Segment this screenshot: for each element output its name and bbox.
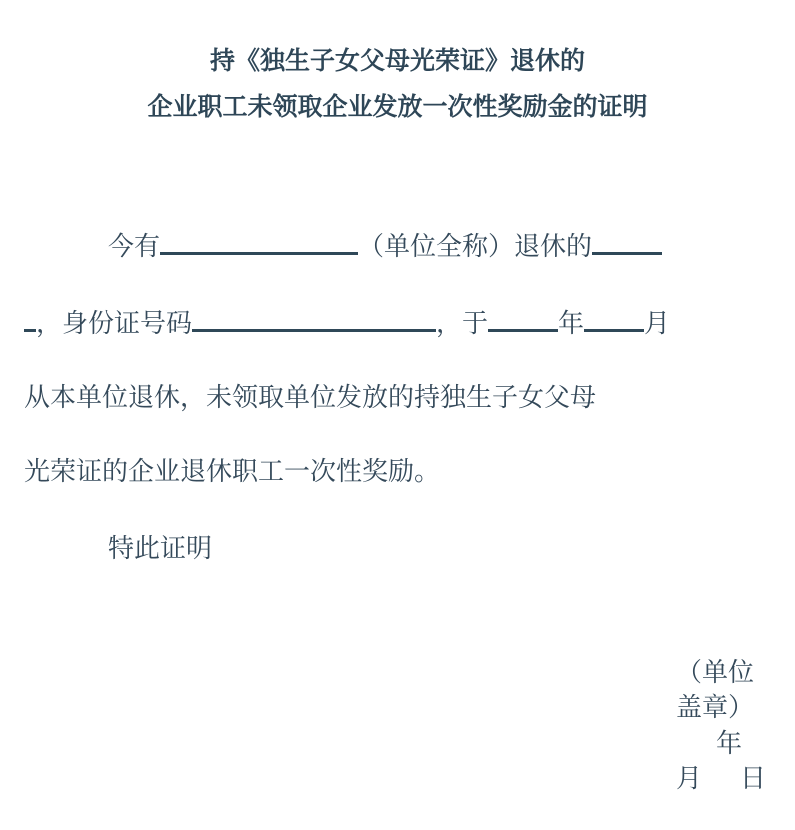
year-label: 年 — [558, 309, 585, 339]
month-label: 月 — [644, 309, 671, 339]
signature-month-label: 月 — [676, 764, 703, 794]
unit-name-blank[interactable] — [160, 228, 358, 255]
month-blank[interactable] — [584, 305, 644, 332]
paragraph-line-4: 光荣证的企业退休职工一次性奖励。 — [24, 457, 441, 487]
id-number-blank[interactable] — [192, 305, 436, 332]
signature-year-label: 年 — [716, 729, 743, 759]
paragraph-line-3: 从本单位退休，未领取单位发放的持独生子女父母 — [24, 383, 597, 413]
paragraph-line-2 — [24, 305, 670, 341]
intro-text: 今有 — [108, 232, 161, 262]
signature-unit-label: （单位 — [676, 658, 755, 688]
retire-date-label: ，于 — [436, 309, 489, 339]
employee-name-blank[interactable] — [592, 228, 662, 255]
signature-day-label: 日 — [740, 764, 767, 794]
document-title-line-2: 企业职工未领取企业发放一次性奖励金的证明 — [147, 92, 648, 121]
document-title-line-1: 持《独生子女父母光荣证》退休的 — [209, 46, 585, 75]
closing-statement: 特此证明 — [108, 534, 213, 564]
year-blank[interactable] — [488, 305, 558, 332]
paragraph-line-1 — [24, 228, 662, 264]
employee-name-blank-continued[interactable] — [24, 305, 36, 332]
id-number-label: ，身份证号码 — [36, 309, 193, 339]
unit-name-hint: （单位全称）退休的 — [358, 232, 593, 262]
signature-seal-label: 盖章） — [676, 693, 755, 723]
